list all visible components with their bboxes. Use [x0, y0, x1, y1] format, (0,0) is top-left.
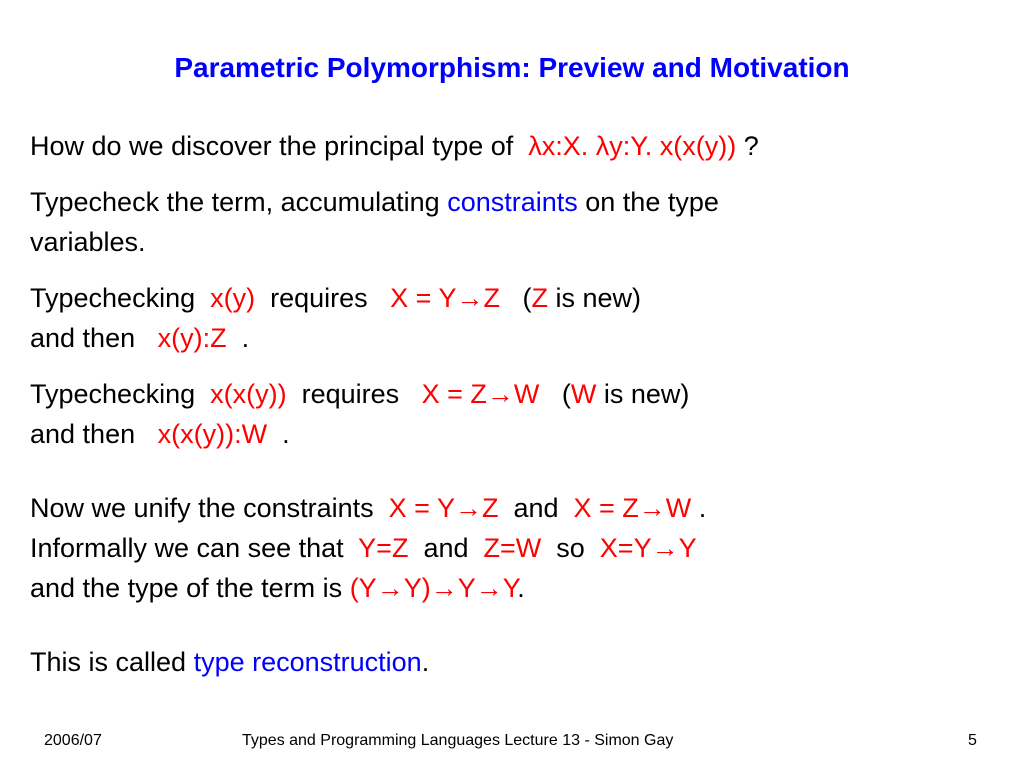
- type-reconstruction-line: This is called type reconstruction.: [30, 647, 430, 677]
- type-reconstruction-keyword: type reconstruction: [193, 647, 422, 677]
- typechecking-xxy-line2: and then x(x(y)):W .: [30, 419, 290, 449]
- footer-course: Types and Programming Languages Lecture 13 - Simon Gay: [242, 732, 674, 749]
- footer-page-number: 5: [968, 732, 977, 749]
- principal-type: (Y→Y)→Y→Y: [349, 573, 518, 603]
- unify-line3: and the type of the term is (Y→Y)→Y→Y.: [30, 573, 525, 603]
- typechecking-xxy-line1: Typechecking x(x(y)) requires X = Z→W (W is new): [30, 379, 690, 409]
- typecheck-paragraph-line2: variables.: [30, 227, 146, 257]
- typecheck-paragraph-line1: Typecheck the term, accumulating constraints on the type: [30, 187, 719, 217]
- footer-date: 2006/07: [44, 732, 102, 749]
- slide-title: Parametric Polymorphism: Preview and Motivation: [174, 52, 850, 83]
- constraints-keyword: constraints: [447, 187, 578, 217]
- unify-line1: Now we unify the constraints X = Y→Z and X = Z→W .: [30, 493, 707, 523]
- typechecking-xy-line2: and then x(y):Z .: [30, 323, 250, 353]
- constraint-2: X = Z→W: [421, 379, 540, 409]
- unify-line2: Informally we can see that Y=Z and Z=W so X=Y→Y: [30, 533, 697, 563]
- lambda-term: λx:X. λy:Y. x(x(y)): [528, 131, 737, 161]
- constraint-1: X = Y→Z: [390, 283, 500, 313]
- typechecking-xy-line1: Typechecking x(y) requires X = Y→Z (Z is new): [30, 283, 641, 313]
- question-line: How do we discover the principal type of λx:X. λy:Y. x(x(y)) ?: [30, 131, 759, 161]
